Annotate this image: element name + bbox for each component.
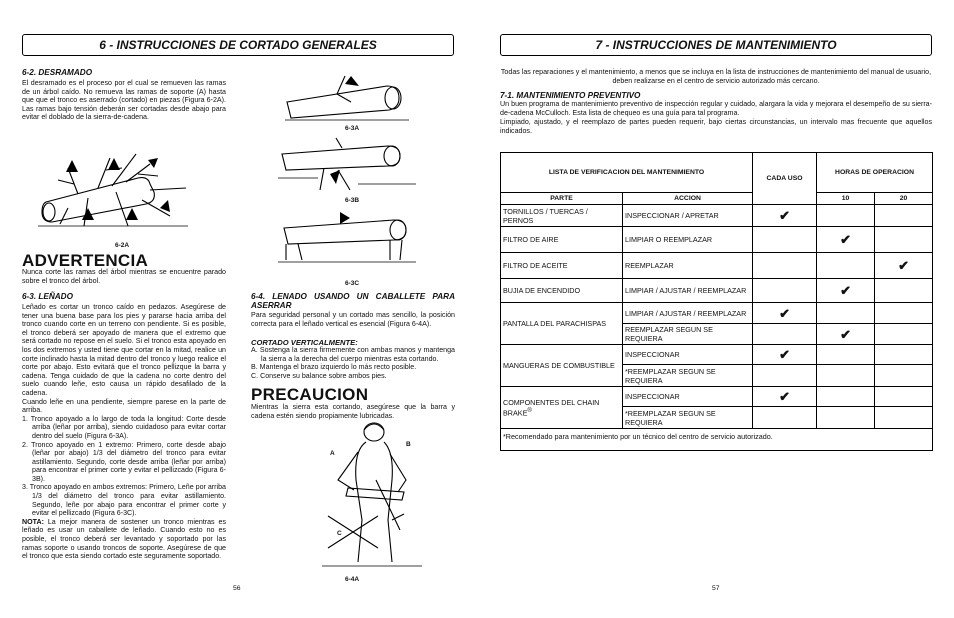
- s64-body: Para seguridad personal y un cortado mas sencillo, la posición correcta para el leñado vertical es esencial (Figura 6-4A).: [251, 311, 455, 328]
- right-intro: Todas las reparaciones y el mantenimiento, a menos que se incluya en la lista de instrucciones de mantenimiento del manual de usuario, deben realizarse en el centro de servicio autorizado más cercano.: [500, 68, 932, 85]
- table-row: [501, 387, 933, 407]
- row-action: INSPECCIONAR / APRETAR: [623, 205, 753, 227]
- col-20: 20: [875, 193, 933, 205]
- row-part: COMPONENTES DEL CHAIN BRAKE: [503, 397, 600, 418]
- right-page-number: 57: [712, 585, 720, 592]
- table-row: [501, 303, 933, 324]
- s63-item-3: 3. Tronco apoyado en ambos extremos: Primero, Leñe por arriba 1/3 del diámetro del tronco para evitar astillamiento. Segundo, leñe por abajo para encontrar el primer corte y evitar el pellizcado (Figura 6-3C).: [22, 483, 226, 518]
- col-part: PARTE: [501, 193, 623, 205]
- row-action: *REEMPLAZAR SEGUN SE REQUIERA: [623, 407, 753, 429]
- row-action: REEMPLAZAR: [623, 253, 753, 279]
- fig-label-c: C: [337, 530, 342, 537]
- right-header-title: 7 - INSTRUCCIONES DE MANTENIMIENTO: [595, 38, 837, 52]
- col-hours: HORAS DE OPERACION: [817, 153, 933, 193]
- check-mark: ✔: [753, 205, 817, 227]
- row-action: LIMPIAR / AJUSTAR / REEMPLAZAR: [623, 279, 753, 303]
- row-part: FILTRO DE ACEITE: [501, 253, 623, 279]
- table-row: [501, 227, 933, 253]
- fig-label-b: B: [406, 441, 411, 448]
- advertencia-title: ADVERTENCIA: [22, 251, 149, 270]
- s63-item-2: 2. Tronco apoyado en 1 extremo: Primero, corte desde abajo (leñar por abajo) 1/3 del diámetro del tronco para evitar astillamiento. Segundo, corte desde arriba (leñar por arriba) para encontrar el primer corte y evitar el pellizcado (Figura 6-3B).: [22, 440, 226, 483]
- s71-body: Un buen programa de mantenimiento preventivo de inspección regular y cuidado, alargara la vida y mejorara el desempeño de su sierra-de-cadena McCulloch. Esta lista de chequeo es una guía para tal programa.: [500, 100, 932, 117]
- check-mark: ✔: [817, 227, 875, 253]
- right-section-header: [500, 34, 932, 56]
- figure-6-3b-illustration: [278, 134, 418, 192]
- cv-item-a: A. Sostenga la sierra firmemente con ambas manos y mantenga la sierra a la derecha del cuerpo mientras esta cortando.: [251, 346, 455, 363]
- row-action: REEMPLAZAR SEGUN SE REQUIERA: [623, 324, 753, 345]
- left-header-title: 6 - INSTRUCCIONES DE CORTADO GENERALES: [99, 38, 377, 52]
- maintenance-table: [500, 152, 933, 451]
- s63-title: 6-3. LEÑADO: [22, 292, 73, 301]
- fig-6-3b-caption: 6-3B: [345, 197, 360, 204]
- fig-6-2a-caption: 6-2A: [115, 242, 130, 249]
- check-mark: ✔: [753, 345, 817, 365]
- check-mark: ✔: [875, 253, 933, 279]
- figure-6-3a-illustration: [285, 72, 411, 122]
- check-mark: ✔: [753, 303, 817, 324]
- s63-item-1: 1. Tronco apoyado a lo largo de toda la longitud: Corte desde arriba (leñar por arriba), siendo cuidadoso para evitar cortar dentro del suelo (Figura 6-3A).: [22, 414, 226, 440]
- fig-label-a: A: [330, 450, 335, 457]
- fig-6-3a-caption: 6-3A: [345, 125, 360, 132]
- s71-title: 7-1. MANTENIMIENTO PREVENTIVO: [500, 91, 641, 100]
- check-mark: ✔: [753, 387, 817, 407]
- col-10: 10: [817, 193, 875, 205]
- precaucion-body: Mientras la sierra esta cortando, asegúrese que la barra y cadena estén siendo propiamente lubricadas.: [251, 403, 455, 420]
- row-action: *REEMPLAZAR SEGUN SE REQUIERA: [623, 365, 753, 387]
- row-action: LIMPIAR / AJUSTAR / REEMPLAZAR: [623, 303, 753, 324]
- cv-item-c: C. Conserve su balance sobre ambos pies.: [251, 371, 387, 380]
- row-part: PANTALLA DEL PARACHISPAS: [501, 303, 623, 345]
- s62-title: 6-2. DESRAMADO: [22, 68, 93, 77]
- row-action: INSPECCIONAR: [623, 345, 753, 365]
- col-each-use: CADA USO: [753, 153, 817, 205]
- table-row: [501, 279, 933, 303]
- row-part: TORNILLOS / TUERCAS / PERNOS: [501, 205, 623, 227]
- figure-6-3c-illustration: [278, 210, 418, 266]
- fig-6-4a-caption: 6-4A: [345, 576, 360, 583]
- check-mark: ✔: [817, 324, 875, 345]
- left-section-header: [22, 34, 454, 56]
- figure-6-2a-illustration: [38, 150, 190, 230]
- nota-body: La mejor manera de sostener un tronco mientras es leñado es usar un caballete de leñado. Cuando esto no es posible, el tronco deberá ser levantado y soportado por las ramas soporte o usando troncos de soporte. Asegúrese de que el tronco que esta siendo cortado este seguramente soportado.: [22, 517, 226, 561]
- cortado-vert-title: CORTADO VERTICALMENTE:: [251, 338, 358, 347]
- table-row: [501, 205, 933, 227]
- advertencia-body: Nunca corte las ramas del árbol mientras se encuentre parado sobre el tronco del árbol.: [22, 268, 226, 285]
- check-mark: ✔: [817, 279, 875, 303]
- row-part-brake: [501, 387, 623, 429]
- table-footnote: *Recomendado para mantenimiento por un técnico del centro de servicio autorizado.: [501, 429, 933, 451]
- registered-mark: ®: [527, 407, 532, 414]
- table-row: [501, 345, 933, 365]
- s71-body2: Limpiado, ajustado, y el reemplazo de partes pueden requerir, bajo ciertas circunstancias, un intervalo mas frecuente que aquellos indicados.: [500, 118, 932, 135]
- table-title: LISTA DE VERIFICACION DEL MANTENIMIENTO: [501, 153, 753, 193]
- s63-body2: Cuando leñe en una pendiente, siempre parese en la parte de arriba.: [22, 397, 226, 415]
- precaucion-title: PRECAUCION: [251, 385, 369, 404]
- s62-body: El desramado es el proceso por el cual se remueven las ramas de un árbol caído. No remueva las ramas de soporte (A) hasta que que el tronco es aserrado (cortado) en piezas (Figura 6-2A). Las ramas bajo tensión deberán ser cortadas desde abajo para evitar el doblado de la sierra-de-cadena.: [22, 79, 226, 122]
- s64-title: 6-4. LENADO USANDO UN CABALLETE PARA ASERRAR: [251, 292, 455, 310]
- nota-paragraph: [22, 518, 226, 561]
- fig-6-3c-caption: 6-3C: [345, 280, 360, 287]
- row-action: INSPECCIONAR: [623, 387, 753, 407]
- cv-item-b: B. Mantenga el brazo izquierdo lo más recto posible.: [251, 363, 417, 372]
- table-footnote-row: [501, 429, 933, 451]
- row-part: BUJIA DE ENCENDIDO: [501, 279, 623, 303]
- row-part: FILTRO DE AIRE: [501, 227, 623, 253]
- table-row: [501, 253, 933, 279]
- left-page-number: 56: [233, 585, 241, 592]
- nota-label: NOTA:: [22, 517, 44, 526]
- row-action: LIMPIAR O REEMPLAZAR: [623, 227, 753, 253]
- cortado-vert-list: [251, 346, 455, 380]
- s63-body: Leñado es cortar un tronco caído en pedazos. Asegúrese de tener una buena base para los pies y pararse hacia arriba del tronco cuando corte en un terreno con pendiente. Si es posible, el tronco deberá ser apoyado de manera que el extremo que será cortado no repose en el suelo. Si el tronco esta apoyado en los dos extremos y usted tiene que cortar en la mitad, realice un corte inclinado hasta la mitad dentro del tronco y luego realice el corte por abajo. Esto evitará que el tronco pellizque la barra y cadena. Tenga cuidado de que la cadena no corte dentro del suelo cuando leñe, esto causa un rápido desafilado de la cadena.: [22, 303, 226, 397]
- col-action: ACCION: [623, 193, 753, 205]
- row-part: MANGUERAS DE COMBUSTIBLE: [501, 345, 623, 387]
- s63-column: [22, 303, 226, 561]
